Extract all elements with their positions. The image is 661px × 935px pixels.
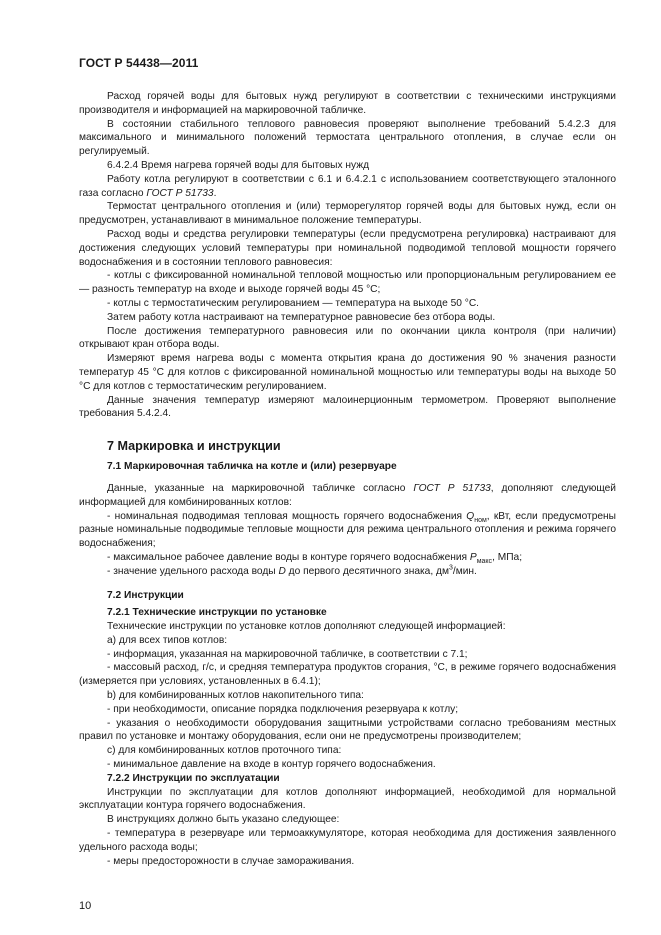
list-item: - минимальное давление на входе в контур горячего водоснабжения. bbox=[107, 759, 436, 771]
paragraph: В инструкциях должно быть указано следующее: bbox=[107, 814, 340, 826]
paragraph: После достижения температурного равновесия или по окончании цикла контроля (при наличии) открывают кран отбора воды. bbox=[79, 325, 616, 351]
paragraph: Измеряют время нагрева воды с момента открытия крана до достижения 90 % значения разности температур 45 °С для котлов с фиксированной номинальной мощностью или температуры воды на выходе 50 °С для котлов с термостатическим регулированием. bbox=[79, 353, 616, 392]
subsection-heading-6-4-2-4: 6.4.2.4 Время нагрева горячей воды для бытовых нужд bbox=[107, 159, 370, 171]
list-item: - котлы с термостатическим регулированием — температура на выходе 50 °С. bbox=[107, 297, 480, 309]
document-header: ГОСТ Р 54438—2011 bbox=[79, 56, 199, 70]
list-item: - массовый расход, г/с, и средняя температура продуктов сгорания, °С, в режиме горячего водоснабжения (измеряется при условиях, установленных в 6.4.1); bbox=[79, 662, 616, 688]
list-item: - номинальная подводимая тепловая мощность горячего водоснабжения $Q_{ном}$, кВт, если предусмотрены разные номинальные подводимые тепловые мощности для режима центрального отопления и режима горячего водоснабжения; bbox=[79, 510, 617, 550]
section-heading-7-2-1: 7.2.1 Технические инструкции по установке bbox=[107, 607, 327, 619]
paragraph: Расход воды и средства регулировки температуры (если предусмотрена регулировка) настраивают для достижения следующих условий температуры при номинальной подводимой тепловой мощности горячего водоснабжения и в состоянии теплового равновесия: bbox=[79, 228, 616, 268]
paragraph: В состоянии стабильного теплового равновесия проверяют выполнение требований 5.4.2.3 для максимального и минимального положений термостата центрального отопления, в случае если он регулируемый. bbox=[79, 118, 616, 158]
list-item: - меры предосторожности в случае замораживания. bbox=[107, 855, 355, 867]
list-item: а) для всех типов котлов: bbox=[107, 634, 228, 646]
list-item: - указания о необходимости оборудования защитными устройствами согласно требованиям местных правил по установке и монтажу оборудования, если они не предусмотрены производителем; bbox=[79, 717, 616, 743]
list-item: b) для комбинированных котлов накопительного типа: bbox=[107, 690, 364, 702]
paragraph: Термостат центрального отопления и (или) терморегулятор горячей воды для бытовых нужд, если он предусмотрен, устанавливают в минимальное положение температуры. bbox=[79, 201, 616, 227]
paragraph: Данные, указанные на маркировочной табличке согласно ГОСТ Р 51733, дополняют следующей информацией для комбинированных котлов: bbox=[79, 482, 616, 508]
list-item: - максимальное рабочее давление воды в контуре горячего водоснабжения $P_{макс}$, МПа; bbox=[107, 551, 523, 565]
paragraph: Работу котла регулируют в соответствии с 6.1 и 6.4.2.1 с использованием соответствующего эталонного газа согласно ГОСТ Р 51733. bbox=[79, 173, 616, 199]
page-number: 10 bbox=[79, 900, 92, 912]
paragraph: Расход горячей воды для бытовых нужд регулируют в соответствии с техническими инструкциями производителя и информацией на маркировочной табличке. bbox=[79, 91, 616, 116]
list-item: - информация, указанная на маркировочной табличке, в соответствии с 7.1; bbox=[107, 648, 468, 660]
list-item: - котлы с фиксированной номинальной тепловой мощностью или пропорциональным регулированием ее — разность температур на входе и выходе горячей воды 45 °С; bbox=[79, 270, 616, 296]
list-item: - температура в резервуаре или термоаккумуляторе, которая необходима для достижения заявленного удельного расхода воды; bbox=[79, 828, 616, 853]
paragraph: Технические инструкции по установке котлов дополняют следующей информацией: bbox=[107, 621, 506, 633]
list-item: - при необходимости, описание порядка подключения резервуара к котлу; bbox=[107, 703, 459, 715]
paragraph: Затем работу котла настраивают на температурное равновесие без отбора воды. bbox=[107, 311, 496, 323]
standard-reference: ГОСТ Р 51733 bbox=[146, 187, 214, 199]
standard-reference: ГОСТ Р 51733 bbox=[413, 482, 491, 494]
paragraph: Данные значения температур измеряют малоинерционным термометром. Проверяют выполнение требования 5.4.2.4. bbox=[79, 394, 616, 420]
section-heading-7: 7 Маркировка и инструкции bbox=[107, 439, 281, 454]
section-heading-7-1: 7.1 Маркировочная табличка на котле и (или) резервуаре bbox=[107, 461, 397, 473]
section-heading-7-2-2: 7.2.2 Инструкции по эксплуатации bbox=[107, 772, 280, 784]
document-body bbox=[79, 90, 616, 868]
list-item: - значение удельного расхода воды D до первого десятичного знака, $дм^3$/мин. bbox=[107, 564, 477, 577]
list-item: с) для комбинированных котлов проточного типа: bbox=[107, 745, 342, 757]
section-heading-7-2: 7.2 Инструкции bbox=[107, 589, 184, 601]
paragraph: Инструкции по эксплуатации для котлов дополняют информацией, необходимой для нормальной эксплуатации контура горячего водоснабжения. bbox=[79, 786, 616, 812]
